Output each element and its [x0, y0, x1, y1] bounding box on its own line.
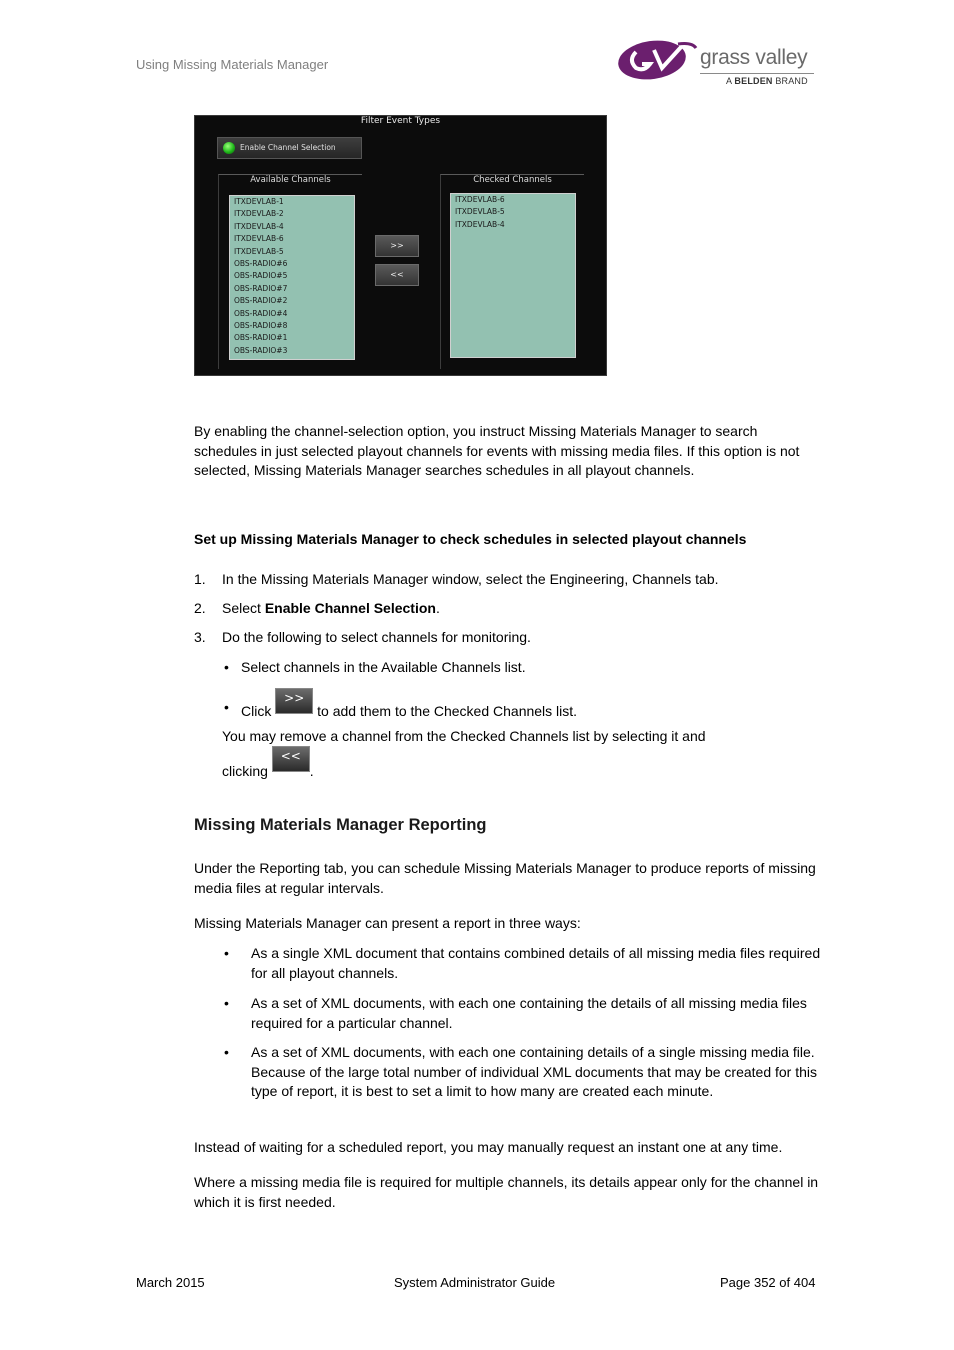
filter-event-types-figure — [194, 115, 607, 376]
status-led-icon — [223, 142, 235, 154]
available-channels-title: Available Channels — [250, 175, 331, 185]
available-channel-item[interactable]: OBS-RADIO#5 — [234, 271, 288, 281]
checked-channel-item[interactable]: ITXDEVLAB-4 — [455, 219, 505, 229]
footer-date: March 2015 — [136, 1275, 205, 1290]
available-channel-item[interactable]: ITXDEVLAB-4 — [234, 221, 284, 231]
available-channel-item[interactable]: OBS-RADIO#6 — [234, 259, 288, 269]
available-channel-item[interactable]: ITXDEVLAB-1 — [234, 197, 284, 206]
reporting-paragraph-2: Missing Materials Manager can present a report in three ways: — [194, 915, 581, 931]
checked-channel-item[interactable]: ITXDEVLAB-5 — [455, 207, 505, 217]
reporting-heading: Missing Materials Manager Reporting — [194, 816, 487, 834]
grass-valley-logo-mark-icon — [616, 38, 698, 82]
available-channel-item[interactable]: OBS-RADIO#2 — [234, 296, 288, 306]
logo-brand-line: A BELDEN BRAND — [726, 76, 808, 86]
logo-rule — [700, 73, 814, 74]
available-channel-item[interactable]: OBS-RADIO#3 — [234, 345, 288, 355]
procedure-title: Set up Missing Materials Manager to check schedules in selected playout channels — [194, 531, 747, 547]
remove-note-line-2: clicking <<. — [222, 746, 314, 772]
logo-wordmark: grass valley — [700, 46, 808, 69]
reporting-paragraph-3: Instead of waiting for a scheduled report, you may manually request an instant one at any time. — [194, 1139, 783, 1155]
available-channel-item[interactable]: OBS-RADIO#7 — [234, 283, 288, 293]
inline-add-button-icon: >> — [275, 688, 313, 714]
available-channel-item[interactable]: ITXDEVLAB-6 — [234, 234, 284, 244]
enable-channel-selection-button[interactable] — [217, 137, 362, 159]
reporting-paragraph-4: Where a missing media file is required for multiple channels, its details appear only for the channel in which it is first needed. — [194, 1174, 819, 1210]
footer-document-title: System Administrator Guide — [394, 1275, 556, 1290]
reporting-paragraph-1: Under the Reporting tab, you can schedule Missing Materials Manager to produce reports of missing media files at regular intervals. — [194, 860, 816, 896]
running-header: Using Missing Materials Manager — [136, 57, 329, 72]
report-option-3: • As a set of XML documents, with each one containing details of a single missing media file. Because of the large total number of individual XML documents that may be created for this type of report, it is best to set a limit to how many are created each minute. — [224, 1044, 818, 1099]
add-channel-button[interactable]: >> — [375, 235, 419, 257]
remove-channel-button[interactable]: << — [375, 264, 419, 286]
remove-note: You may remove a channel from the Checked Channels list by selecting it and — [222, 728, 706, 744]
available-channel-item[interactable]: OBS-RADIO#8 — [234, 321, 288, 331]
intro-paragraph: By enabling the channel-selection option, you instruct Missing Materials Manager to search schedules in just selected playout channels for events with missing media files. If this option is not selected, Missing Materials Manager searches schedules in all playout channels. — [194, 423, 800, 478]
checked-channels-list[interactable] — [450, 193, 576, 358]
inline-remove-button-icon: << — [272, 746, 310, 772]
enable-channel-selection-label: Enable Channel Selection — [240, 143, 336, 152]
report-option-2: • As a set of XML documents, with each one containing the details of all missing media files required for a particular channel. — [224, 995, 807, 1031]
footer-page-number: Page 352 of 404 — [720, 1275, 816, 1290]
checked-channels-group — [440, 174, 584, 369]
grass-valley-logo — [616, 38, 816, 90]
available-channel-item[interactable]: OBS-RADIO#4 — [234, 308, 288, 318]
checked-channels-title: Checked Channels — [473, 175, 552, 185]
available-channels-list[interactable] — [229, 195, 355, 360]
available-channel-item[interactable]: ITXDEVLAB-5 — [234, 246, 284, 256]
available-channel-item[interactable]: OBS-RADIO#1 — [234, 333, 288, 343]
available-channel-item[interactable]: ITXDEVLAB-2 — [234, 209, 284, 219]
report-option-1: • As a single XML document that contains combined details of all missing media files required for all playout channels. — [224, 945, 821, 981]
checked-channel-item[interactable]: ITXDEVLAB-6 — [455, 195, 505, 204]
available-channels-group — [218, 174, 362, 369]
figure-title: Filter Event Types — [360, 116, 441, 126]
